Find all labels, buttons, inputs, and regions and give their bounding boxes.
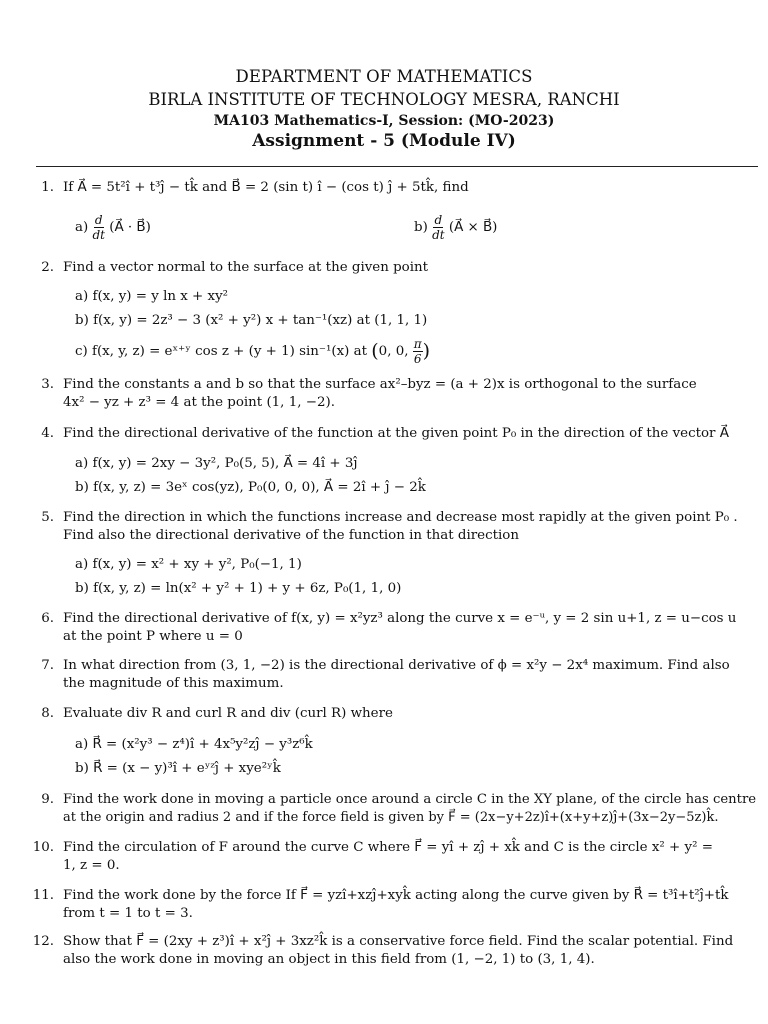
question-text: Evaluate div R and curl R and div (curl R) where — [63, 706, 393, 721]
question-text: from t = 1 to t = 3. — [63, 906, 193, 921]
question-text: also the work done in moving an object in this field from (1, −2, 1) to (3, 1, 4). — [63, 952, 595, 967]
question-part — [414, 214, 497, 241]
question-number: 1. — [41, 180, 54, 195]
question-number: 2. — [41, 260, 54, 275]
question-text: Find the work done by the force If F⃗ = yzî+xzĵ+xyk̂ acting along the curve given by R⃗ = t³î+t²ĵ+tk̂ — [63, 888, 729, 903]
question-part — [75, 581, 401, 597]
part-expression: f(x, y) = 2z³ − 3 (x² + y²) x + tan⁻¹(xz) at (1, 1, 1) — [93, 313, 428, 328]
question-number: 6. — [41, 611, 54, 626]
question-text: 4x² − yz + z³ = 4 at the point (1, 1, −2). — [63, 395, 335, 410]
question-text: Find the constants a and b so that the surface ax²–byz = (a + 2)x is orthogonal to the surface — [63, 377, 697, 392]
question-number: 3. — [41, 377, 54, 392]
question-number: 5. — [41, 510, 54, 525]
question-part — [75, 557, 302, 573]
course-heading: MA103 Mathematics-I, Session: (MO-2023) — [213, 113, 555, 129]
part-expression: (A⃗ × B⃗) — [448, 220, 498, 235]
question-text: Find the direction in which the functions increase and decrease most rapidly at the given point P₀ . — [63, 510, 738, 525]
question-text: Find also the directional derivative of the function in that direction — [63, 528, 519, 543]
part-label: c) — [75, 344, 88, 359]
question-number: 4. — [41, 426, 54, 441]
question-number: 8. — [41, 706, 54, 721]
part-label: b) — [75, 761, 89, 776]
question-part — [75, 761, 281, 777]
question-number: 12. — [32, 934, 54, 949]
part-expression: f(x, y, z) = eˣ⁺ʸ cos z + (y + 1) sin⁻¹(x) at — [92, 344, 367, 359]
part-expression: (A⃗ · B⃗) — [109, 220, 151, 235]
department-heading: DEPARTMENT OF MATHEMATICS — [235, 67, 533, 86]
question-number: 7. — [41, 658, 54, 673]
part-expression: f(x, y) = 2xy − 3y², P₀(5, 5), A⃗ = 4î + 3ĵ — [92, 456, 358, 471]
question-number: 9. — [41, 792, 54, 807]
part-label: a) — [75, 220, 89, 235]
header-divider — [36, 166, 758, 167]
part-label: b) — [414, 220, 428, 235]
question-text: If A⃗ = 5t²î + t³ĵ − tk̂ and B⃗ = 2 (sin t) î − (cos t) ĵ + 5tk̂, find — [63, 180, 469, 195]
question-part — [75, 456, 358, 472]
question-text: at the origin and radius 2 and if the force field is given by F⃗ = (2x−y+2z)î+(x+y+z)ĵ+(3x−2y−5z)k̂. — [63, 810, 719, 825]
part-label: a) — [75, 557, 89, 572]
part-label: a) — [75, 737, 89, 752]
institute-heading: BIRLA INSTITUTE OF TECHNOLOGY MESRA, RANCHI — [148, 90, 620, 109]
question-part — [75, 737, 313, 753]
question-text: Find the work done in moving a particle once around a circle C in the XY plane, of the circle has centre — [63, 792, 757, 807]
part-expression: f(x, y) = y ln x + xy² — [92, 289, 229, 304]
question-text: 1, z = 0. — [63, 858, 120, 873]
question-part — [75, 214, 151, 241]
part-label: b) — [75, 480, 89, 495]
part-label: b) — [75, 581, 89, 596]
question-part — [75, 480, 426, 496]
derivative-fraction: $\frac{d}{dt}$ — [432, 213, 445, 242]
pi-fraction: $\frac{\pi}{6}$ — [413, 337, 422, 366]
question-text: In what direction from (3, 1, −2) is the directional derivative of ϕ = x²y − 2x⁴ maximum. Find also — [63, 658, 730, 673]
part-expression: f(x, y, z) = 3eˣ cos(yz), P₀(0, 0, 0), A⃗ = 2î + ĵ − 2k̂ — [93, 480, 426, 495]
question-text: Find the directional derivative of f(x, y) = x²yz³ along the curve x = e⁻ᵘ, y = 2 sin u+1, z = u−cos u — [63, 611, 737, 626]
point-coordinates: 0, 0, — [378, 344, 409, 359]
question-part: c) f(x, y, z) = eˣ⁺ʸ cos z + (y + 1) sin⁻¹(x) at (0, 0, $\frac{\pi}{6}$ ) — [75, 337, 431, 366]
question-text: Find the directional derivative of the function at the given point P₀ in the direction of the vector A⃗ — [63, 426, 729, 441]
part-expression: f(x, y, z) = ln(x² + y² + 1) + y + 6z, P₀(1, 1, 0) — [93, 581, 402, 596]
derivative-fraction: $\frac{d}{dt}$ — [92, 213, 105, 242]
question-text: the magnitude of this maximum. — [63, 676, 284, 691]
assignment-title: Assignment - 5 (Module IV) — [252, 131, 516, 151]
question-text: Show that F⃗ = (2xy + z³)î + x²ĵ + 3xz²k̂ is a conservative force field. Find the scalar potential. Find — [63, 934, 734, 949]
question-part — [75, 313, 427, 329]
question-text: at the point P where u = 0 — [63, 629, 243, 644]
question-text: Find a vector normal to the surface at the given point — [63, 260, 429, 275]
part-label: b) — [75, 313, 89, 328]
part-expression: f(x, y) = x² + xy + y², P₀(−1, 1) — [92, 557, 302, 572]
part-label: a) — [75, 289, 89, 304]
question-number: 11. — [32, 888, 54, 903]
question-number: 10. — [32, 840, 54, 855]
part-expression: R⃗ = (x − y)³î + eʸᶻĵ + xye²ʸk̂ — [93, 761, 281, 776]
part-expression: R⃗ = (x²y³ − z⁴)î + 4x⁵y²zĵ − y³z⁶k̂ — [92, 737, 313, 752]
question-part — [75, 289, 228, 305]
question-text: Find the circulation of F around the curve C where F⃗ = yî + zĵ + xk̂ and C is the circle x² + y² = — [63, 840, 713, 855]
part-label: a) — [75, 456, 89, 471]
